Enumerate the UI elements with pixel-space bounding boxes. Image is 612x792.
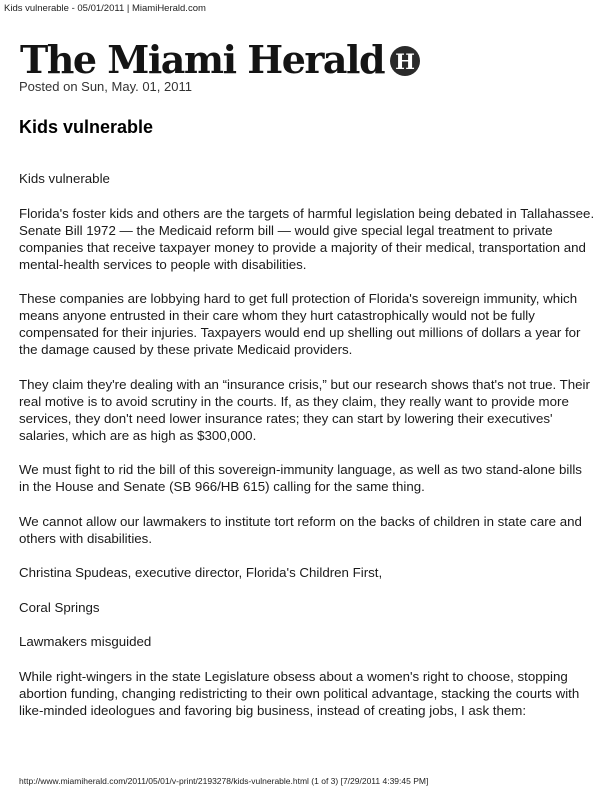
posted-date: Posted on Sun, May. 01, 2011 (19, 79, 192, 94)
article-paragraph: These companies are lobbying hard to get full protection of Florida's sovereign immunity, which means anyone entrusted in their care whom they hurt catastrophically would not be fully compensated for their injuries. Taxpayers would end up shelling out millions of dollars a year for the damage caused by these private Medicaid providers. (19, 291, 581, 357)
article-paragraph: Kids vulnerable (19, 171, 110, 186)
article-paragraph: While right-wingers in the state Legislature obsess about a women's right to choose, stopping abortion funding, changing redistricting to their own political advantage, stacking the courts with like-minded ideologues and favoring big business, instead of creating jobs, I ask them: (19, 668, 580, 718)
print-header-title: Kids vulnerable - 05/01/2011 | MiamiHerald.com (4, 3, 206, 14)
article-paragraph: We must fight to rid the bill of this sovereign-immunity language, as well as two stand-alone bills in the House and Senate (SB 966/HB 615) calling for the same thing. (19, 462, 582, 494)
article-paragraph: They claim they're dealing with an “insurance crisis,” but our research shows that's not true. Their real motive is to avoid scrutiny in the courts. If, as they claim, they really want to provide more services, they don't need lower insurance rates; they can start by lowering their executives' salaries, which are as high as $300,000. (19, 376, 590, 443)
author-signature: Christina Spudeas, executive director, Florida's Children First, (19, 565, 383, 580)
print-footer-url: http://www.miamiherald.com/2011/05/01/v-print/2193278/kids-vulnerable.html (1 of 3) [7/29/2011 4:39:45 PM] (19, 776, 429, 786)
letter-title: Lawmakers misguided (19, 634, 152, 649)
masthead (20, 37, 420, 82)
article-paragraph: We cannot allow our lawmakers to institute tort reform on the backs of children in state care and others with disabilities. (19, 513, 582, 546)
article-body (19, 170, 595, 736)
herald-h-logo-icon: H (390, 46, 420, 76)
article-headline: Kids vulnerable (19, 117, 154, 137)
article-paragraph: Florida's foster kids and others are the targets of harmful legislation being debated in Tallahassee. Senate Bill 1972 — the Medicaid reform bill — would give special legal treatment to private companies that receive taxpayer money to provide a majority of their medical, transportation and mental-health services to people with disabilities. (19, 205, 595, 272)
newspaper-logo: The Miami Herald (20, 37, 385, 82)
author-location: Coral Springs (19, 599, 100, 615)
